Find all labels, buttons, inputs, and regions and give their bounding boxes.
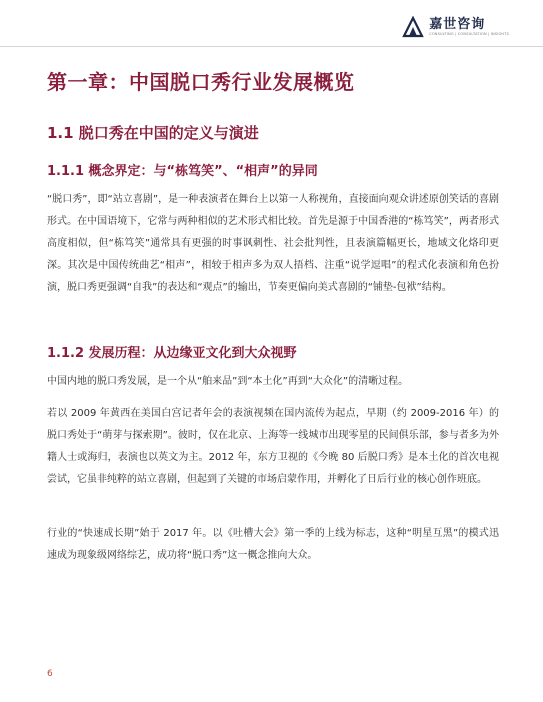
brand-logo xyxy=(402,16,509,38)
chapter-title: 第一章：中国脱口秀行业发展概览 xyxy=(47,70,355,94)
subsection-title: 1.1.1 概念界定：与“栋笃笑”、“相声”的异同 xyxy=(47,164,318,179)
page-number: 6 xyxy=(47,669,53,679)
paragraph: “脱口秀”，即“站立喜剧”，是一种表演者在舞台上以第一人称视角，直接面向观众讲述原创笑话的喜剧形式。在中国语境下，它常与两种相似的艺术形式相比较。首先是源于中国香港的“栋笃笑”，两者形式高度相似，但“栋笃笑”通常具有更强的时事讽刺性、社会批判性，且表演篇幅更长，地域文化烙印更深。其次是中国传统曲艺“相声”，相较于相声多为双人捂档、注重“说学逗唱”的程式化表演和角色扮演，脱口秀更强调“自我”的表达和“观点”的输出，节奏更偏向美式喜剧的“铺垫-包袱”结构。 xyxy=(47,194,499,293)
brand-tagline: CONSULTING | CONSULTATION | INSIGHTS xyxy=(429,31,509,36)
header-divider xyxy=(0,46,543,47)
brand-logo-icon xyxy=(402,16,424,38)
paragraph: 中国内地的脱口秀发展，是一个从“舶来品”到“本土化”再到“大众化”的清晰过程。 xyxy=(47,376,409,387)
subsection-title: 1.1.2 发展历程：从边缘亚文化到大众视野 xyxy=(47,346,297,361)
brand-name: 嘉世咨询 xyxy=(429,16,486,32)
paragraph: 行业的“快速成长期”始于 2017 年。以《吐槽大会》第一季的上线为标志，这种“明星互黑”的模式迅速成为现象级网络综艺，成功将“脱口秀”这一概念推向大众。 xyxy=(47,528,499,561)
paragraph: 若以 2009 年黄西在美国白宫记者年会的表演视频在国内流传为起点，早期（约 2009-2016 年）的脱口秀处于“萌芽与探索期”。彼时，仅在北京、上海等一线城市出现零星的民间俱乐部，参与者多为外籍人士或海归，表演也以英文为主。2012 年，东方卫视的《今晚 80 后脱口秀》是本土化的首次电视尝试，它虽非纯粹的站立喜剧，但起到了关键的市场启蒙作用，并孵化了日后行业的核心创作班底。 xyxy=(47,408,499,485)
section-title: 1.1 脱口秀在中国的定义与演进 xyxy=(47,124,259,142)
